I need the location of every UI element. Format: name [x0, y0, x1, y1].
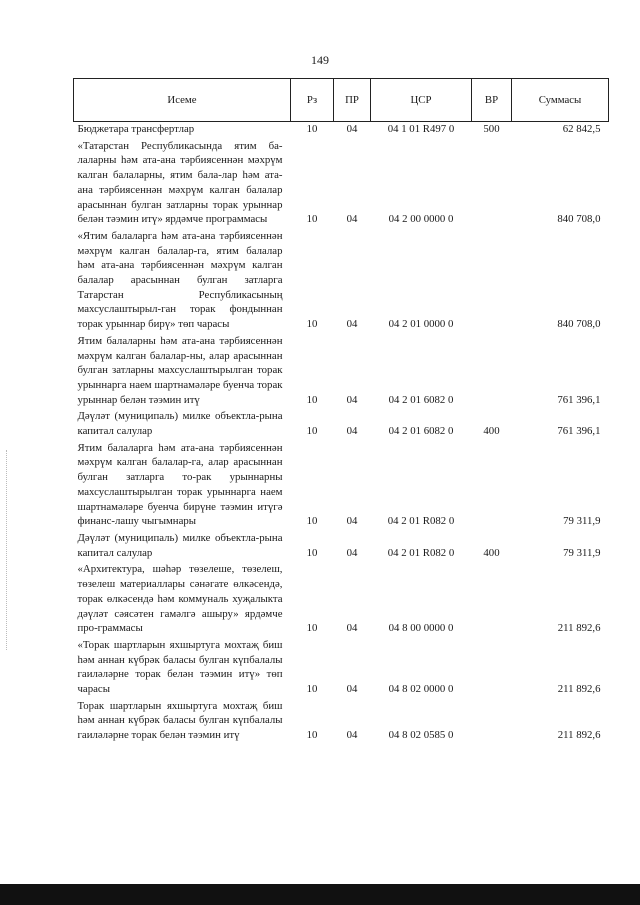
row-csr: 04 8 02 0000 0 — [388, 683, 454, 696]
row-vr — [472, 334, 512, 410]
table-header-row — [74, 79, 609, 122]
row-sum: 840 708,0 — [557, 318, 601, 331]
table-row — [74, 441, 609, 531]
row-pr: 04 — [346, 546, 358, 559]
row-sum: 840 708,0 — [557, 213, 601, 226]
row-rz: 10 — [306, 546, 318, 559]
row-rz: 10 — [306, 515, 318, 528]
row-name: Дәүләт (муниципаль) милке объектла-рына капитал салулар — [77, 410, 283, 438]
row-name: Бюджетара трансфертлар — [77, 123, 195, 135]
row-rz: 10 — [306, 393, 318, 406]
row-name: Ятим балаларга һәм ата-ана тәрбиясеннән мәхрүм калган балалар-га, алар арасыннан булган затларга то-рак урыннарны махсуслаштырылган торак урыннарга наем шартнамәләре буенча бирүне тәэмин итүгә финанс-лашу чыгымнары — [77, 441, 283, 528]
row-name: Ятим балаларны һәм ата-ана тәрбиясеннән мәхрүм калган балалар-ны, алар арасыннан булган затларны махсуслаштырылган торак урыннарга наем шартнамәләре буенча торак урыннар белән тәэмин итү — [77, 334, 283, 406]
header-vr: ВР — [472, 79, 512, 122]
row-csr: 04 2 01 R082 0 — [387, 515, 455, 528]
row-rz: 10 — [306, 425, 318, 438]
row-sum: 79 311,9 — [563, 546, 601, 559]
row-csr: 04 8 02 0585 0 — [388, 729, 454, 742]
row-pr: 04 — [346, 515, 358, 528]
header-csr: ЦСР — [371, 79, 472, 122]
row-pr: 04 — [346, 123, 358, 135]
budget-table — [73, 78, 609, 745]
row-vr — [472, 229, 512, 334]
row-pr: 04 — [346, 213, 358, 226]
table-row — [74, 638, 609, 699]
row-csr: 04 8 00 0000 0 — [388, 622, 454, 635]
table-row — [74, 334, 609, 410]
row-rz: 10 — [306, 318, 318, 331]
row-name: «Ятим балаларга һәм ата-ана тәрбиясеннән мәхрүм калган балалар-га, ятим балалар һәм ата-ана тәрбиясеннән мәхрүм калган балалар арасыннан булган затларга Татарстан Республикасының махсуслаштырыл-ган торак фондыннан торак урыннар бирү» төп чарасы — [77, 229, 283, 331]
row-sum: 62 842,5 — [562, 123, 601, 135]
row-sum: 211 892,6 — [557, 622, 601, 635]
row-name: «Татарстан Республикасында ятим ба-лаларны һәм ата-ана тәрбиясеннән мәхрүм калган балаларны, ятим бала-лар һәм ата-ана тәрбиясеннән мәхрүм калган балалар арасыннан булган затларны торак урыннар белән тәэмин итү» ярдәмче программасы — [77, 139, 283, 226]
row-rz: 10 — [306, 729, 318, 742]
row-pr: 04 — [346, 318, 358, 331]
row-name: «Торак шартларын яхшыртуга мохтаҗ биш һәм аннан күбрәк баласы булган күпбалалы гаиләләрне торак белән тәэмин итү» төп чарасы — [77, 638, 283, 696]
row-rz: 10 — [306, 123, 318, 135]
row-pr: 04 — [346, 425, 358, 438]
row-csr: 04 2 01 R082 0 — [387, 546, 455, 559]
header-pr: ПР — [334, 79, 371, 122]
scan-bottom-border — [0, 884, 640, 905]
row-csr: 04 2 01 0000 0 — [388, 318, 454, 331]
row-name: «Архитектура, шәһәр төзелеше, төзелеш, төзелеш материаллары сәнәгате өлкәсендә, торак өлкәсендә һәм коммуналь хуҗалыкта дәүләт сәясәтен гамәлгә ашыру» ярдәмче про-граммасы — [77, 563, 283, 635]
row-pr: 04 — [346, 683, 358, 696]
row-vr — [472, 638, 512, 699]
row-vr — [472, 562, 512, 638]
row-pr: 04 — [346, 622, 358, 635]
row-csr: 04 2 01 6082 0 — [388, 425, 454, 438]
header-sum: Суммасы — [512, 79, 609, 122]
row-vr — [472, 441, 512, 531]
row-sum: 79 311,9 — [563, 515, 601, 528]
row-vr: 400 — [483, 425, 500, 438]
table-row — [74, 409, 609, 440]
row-sum: 761 396,1 — [557, 393, 601, 406]
row-csr: 04 1 01 R497 0 — [387, 123, 455, 135]
header-name: Исеме — [74, 79, 291, 122]
row-name: Дәүләт (муниципаль) милке объектла-рына капитал салулар — [77, 531, 283, 559]
table-row — [74, 562, 609, 638]
row-vr — [472, 139, 512, 229]
row-rz: 10 — [306, 622, 318, 635]
table-row — [74, 531, 609, 562]
table-row — [74, 699, 609, 745]
row-vr — [472, 699, 512, 745]
row-rz: 10 — [306, 213, 318, 226]
table-row — [74, 229, 609, 334]
row-sum: 761 396,1 — [557, 425, 601, 438]
table-row — [74, 139, 609, 229]
row-vr: 400 — [483, 546, 500, 559]
row-rz: 10 — [306, 683, 318, 696]
row-pr: 04 — [346, 729, 358, 742]
row-vr: 500 — [483, 123, 500, 135]
row-pr: 04 — [346, 393, 358, 406]
scan-edge-mark — [6, 450, 8, 650]
row-csr: 04 2 00 0000 0 — [388, 213, 454, 226]
table-row — [74, 122, 609, 139]
row-sum: 211 892,6 — [557, 729, 601, 742]
page-number: 149 — [311, 53, 329, 67]
row-csr: 04 2 01 6082 0 — [388, 393, 454, 406]
row-name: Торак шартларын яхшыртуга мохтаҗ биш һәм аннан күбрәк баласы булган күпбалалы гаиләләрне торак белән тәэмин итү — [77, 699, 283, 742]
header-rz: Рз — [291, 79, 334, 122]
row-sum: 211 892,6 — [557, 683, 601, 696]
